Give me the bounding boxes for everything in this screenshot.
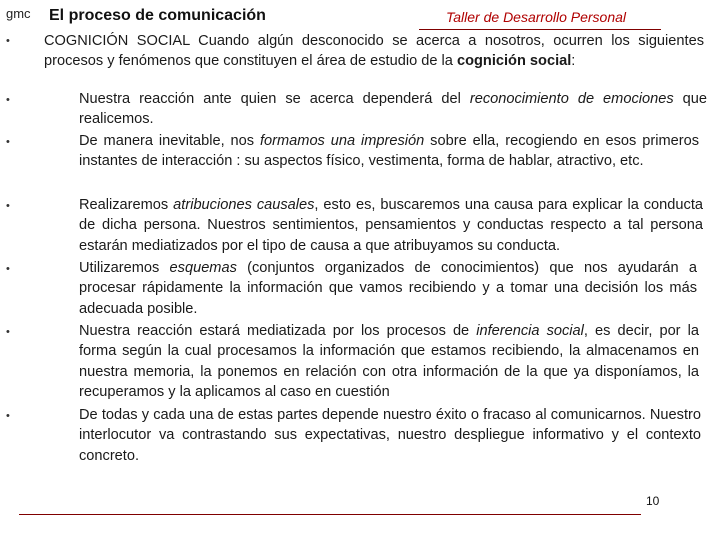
bullet-marker: • — [6, 410, 10, 422]
bullet-marker: • — [6, 94, 10, 106]
bullet-marker: • — [6, 136, 10, 148]
item-text-end: que realicemos. — [79, 91, 707, 128]
list-item — [79, 195, 703, 256]
page-title: El proceso de comunicación — [49, 7, 266, 24]
item-text: De todas y cada una de estas partes depende nuestro éxito o fracaso al comunicarnos. Nuestro interlocutor va contrastando sus expectativas, nuestro despliegue informativo y el contexto concreto. — [79, 407, 701, 464]
bullet-marker: • — [6, 326, 10, 338]
list-item — [44, 31, 704, 72]
item-text-end: : — [571, 53, 576, 70]
item-emphasis: esquemas — [169, 260, 237, 276]
item-emphasis: reconocimiento de emociones — [469, 91, 674, 107]
list-item — [79, 89, 707, 130]
item-text-end: (conjuntos organizados de conocimientos) que nos ayudarán a procesar rápidamente la información que vamos recibiendo y a tomar una decisión los más adecuada posible. — [79, 260, 697, 317]
bullet-marker: • — [6, 35, 10, 47]
list-item — [79, 258, 697, 319]
header-divider — [419, 29, 661, 30]
item-emphasis: inferencia social — [476, 323, 584, 339]
item-emphasis: cognición social — [456, 53, 572, 70]
footer-divider — [19, 514, 641, 515]
page-number: 10 — [646, 494, 660, 508]
item-text: COGNICIÓN SOCIAL Cuando algún desconocido se acerca a nosotros, ocurren los siguientes procesos y fenómenos que constituyen el área de estudio de la — [44, 33, 704, 70]
item-text-end: , esto es, buscaremos una causa para explicar la conducta de dicha persona. Nuestros sentimientos, pensamientos y conductas respecto a tal persona estarán mediatizados por el tipo de causa a que atribuyamos su conducta. — [79, 197, 703, 254]
bullet-marker: • — [6, 200, 10, 212]
corner-label: gmc — [6, 6, 31, 21]
item-text: Nuestra reacción estará mediatizada por los procesos de — [79, 323, 477, 339]
list-item — [79, 405, 701, 466]
course-subtitle: Taller de Desarrollo Personal — [446, 9, 627, 25]
item-emphasis: atribuciones causales — [173, 197, 315, 213]
item-text: De manera inevitable, nos — [79, 133, 260, 149]
list-item — [79, 321, 699, 402]
item-text: Utilizaremos — [79, 260, 170, 276]
item-text-end: , es decir, por la forma según la cual procesamos la información que estamos recibiendo, la almacenamos en nuestra memoria, la ponemos en relación con otra información de la que ya disponíamos, la recuperamos y la aplicamos al caso en cuestión — [79, 323, 699, 400]
item-text-end: sobre ella, recogiendo en esos primeros instantes de interacción : su aspectos físico, vestimenta, forma de hablar, atractivo, etc. — [79, 133, 699, 170]
item-text: Realizaremos — [79, 197, 174, 213]
item-emphasis: formamos una impresión — [259, 133, 425, 149]
item-text: Nuestra reacción ante quien se acerca dependerá del — [79, 91, 470, 107]
bullet-marker: • — [6, 263, 10, 275]
list-item — [79, 131, 699, 172]
